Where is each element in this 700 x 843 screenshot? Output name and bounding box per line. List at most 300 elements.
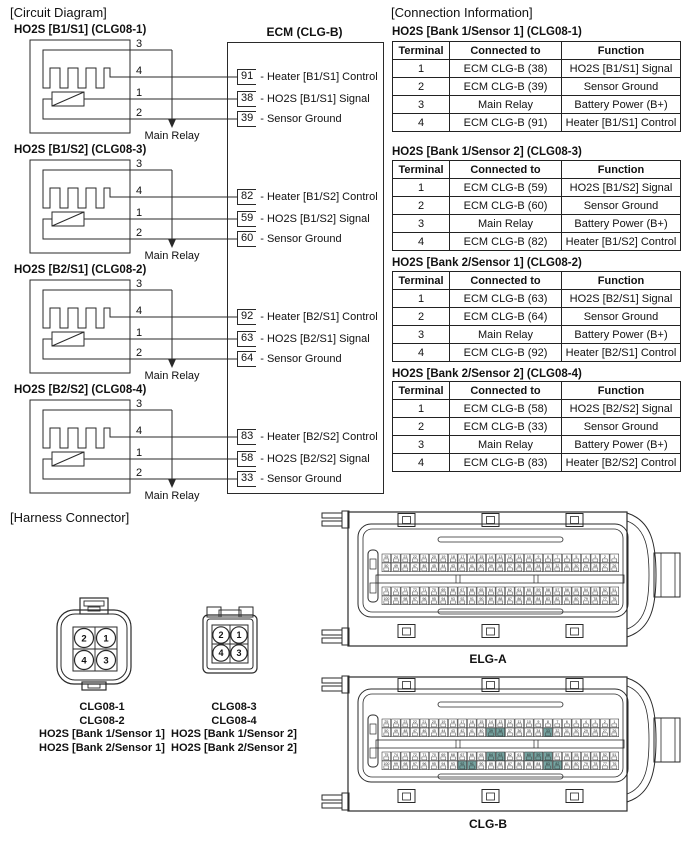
ecm-pin-cell-number: 57 bbox=[555, 588, 560, 592]
ecm-pin-label: - Sensor Ground bbox=[260, 352, 342, 365]
ecm-pin-cell-number: 5 bbox=[575, 555, 578, 559]
connector-pin-number: 4 bbox=[218, 648, 224, 659]
terminal-number-label: 2 bbox=[136, 467, 143, 479]
ecm-pin-cell-number: 6 bbox=[565, 555, 568, 559]
ecm-pin-number: 82 bbox=[237, 189, 256, 205]
connector-pin-number: 1 bbox=[103, 633, 109, 645]
ecm-pin-cell-number: 75 bbox=[384, 588, 389, 592]
ecm-pin-cell-number: 43 bbox=[450, 564, 455, 568]
harness-small-connector-2 bbox=[199, 602, 261, 680]
table-cell: ECM CLG-B (64) bbox=[450, 308, 562, 326]
table-head bbox=[393, 382, 681, 400]
table-header-cell: Terminal bbox=[393, 272, 450, 290]
ecm-pin-cell-number: 25 bbox=[384, 555, 389, 559]
ecm-wires bbox=[130, 77, 237, 119]
ecm-pin-cell-number: 47 bbox=[412, 564, 417, 568]
table-row bbox=[393, 179, 681, 197]
ecm-pin-cell-number: 15 bbox=[479, 555, 484, 559]
small-connector-1-outline bbox=[57, 598, 131, 690]
table-cell: 3 bbox=[393, 215, 450, 233]
ecm-pin-cell-number: 68 bbox=[450, 588, 455, 592]
ecm-pin-cell-number: 51 bbox=[612, 753, 617, 757]
table-cell: Battery Power (B+) bbox=[562, 326, 681, 344]
ecm-pin-cell-number: 63 bbox=[498, 753, 503, 757]
ecm-pin-cell-number: 23 bbox=[403, 720, 408, 724]
ecm-pin-entry bbox=[237, 350, 342, 367]
ecm-pin-cell-number: 17 bbox=[460, 555, 465, 559]
ecm-pin-cell-number: 90 bbox=[479, 762, 484, 766]
ecm-pin-cell-number: 60 bbox=[526, 753, 531, 757]
harness-connector-label-line: CLG08-1 bbox=[79, 701, 125, 713]
terminal-number-label: 3 bbox=[136, 398, 143, 410]
ecm-pin-entry bbox=[237, 110, 342, 127]
harness-connector-label-line: CLG08-3 bbox=[211, 701, 257, 713]
ecm-pin-cell-number: 88 bbox=[498, 597, 503, 601]
ecm-pin-cell-number: 78 bbox=[593, 597, 598, 601]
table-row bbox=[393, 233, 681, 251]
table-cell: Sensor Ground bbox=[562, 418, 681, 436]
ecm-pin-cell-number: 72 bbox=[412, 753, 417, 757]
table-cell: ECM CLG-B (91) bbox=[450, 114, 562, 132]
circuit-block bbox=[10, 24, 390, 146]
ecm-pin-cell-number: 28 bbox=[593, 564, 598, 568]
terminal-number-label: 3 bbox=[136, 158, 143, 170]
ecm-pin-cell-number: 87 bbox=[507, 597, 512, 601]
circuit-wires bbox=[30, 280, 237, 373]
circuit-block-title: HO2S [B2/S1] (CLG08-2) bbox=[14, 264, 147, 276]
ecm-pin-cell-number: 20 bbox=[431, 555, 436, 559]
ecm-pin-cell-number: 89 bbox=[488, 762, 493, 766]
ecm-pin-cell-number: 29 bbox=[583, 564, 588, 568]
small-connector-2-svg bbox=[199, 602, 261, 680]
table-head bbox=[393, 272, 681, 290]
ecm-pin-cell-number: 3 bbox=[594, 555, 597, 559]
ecm-pin-cell-number: 99 bbox=[393, 597, 398, 601]
ecm-pin-cell-number: 20 bbox=[431, 720, 436, 724]
ecm-pin-cell-number: 33 bbox=[545, 729, 550, 733]
ecm-pin-cell-number: 58 bbox=[545, 588, 550, 592]
table-header-cell: Function bbox=[562, 161, 681, 179]
ecm-pin-entry bbox=[237, 330, 370, 347]
connection-table-title: HO2S [Bank 2/Sensor 1] (CLG08-2) bbox=[392, 257, 582, 269]
ecm-pin-cell-number: 40 bbox=[479, 729, 484, 733]
ecm-pin-cell-number: 68 bbox=[450, 753, 455, 757]
terminal-number-label: 4 bbox=[136, 65, 143, 77]
ecm-pin-cell-number: 14 bbox=[488, 720, 493, 724]
ecm-pin-cell-number: 84 bbox=[536, 762, 541, 766]
table-cell: ECM CLG-B (83) bbox=[450, 454, 562, 472]
ecm-pin-cell-number: 10 bbox=[526, 555, 531, 559]
table-header-cell: Function bbox=[562, 382, 681, 400]
terminal-number-label: 1 bbox=[136, 447, 143, 459]
ecm-pin-cell-number: 99 bbox=[393, 762, 398, 766]
ecm-pin-cell-number: 7 bbox=[556, 555, 559, 559]
ecm-pin-cell-number: 78 bbox=[593, 762, 598, 766]
ecm-pin-cell-number: 3 bbox=[594, 720, 597, 724]
ecm-pin-cell-number: 85 bbox=[526, 762, 531, 766]
circuit-block-title: HO2S [B1/S2] (CLG08-3) bbox=[14, 144, 147, 156]
ecm-pin-cell-number: 11 bbox=[517, 555, 522, 559]
ecm-pin-cell-number: 43 bbox=[450, 729, 455, 733]
ecm-pin-cell-number: 57 bbox=[555, 753, 560, 757]
ecm-pin-cell-number: 51 bbox=[612, 588, 617, 592]
table-cell: ECM CLG-B (59) bbox=[450, 179, 562, 197]
ecm-pin-cell-number: 16 bbox=[469, 555, 474, 559]
circuit-block bbox=[10, 264, 390, 386]
ecm-pin-cell-number: 30 bbox=[574, 729, 579, 733]
ecm-pin-number: 91 bbox=[237, 69, 256, 85]
connector-pin-number: 3 bbox=[103, 655, 109, 667]
ecm-pin-cell-number: 66 bbox=[469, 753, 474, 757]
ecm-pin-cell-number: 69 bbox=[441, 588, 446, 592]
table-cell: 1 bbox=[393, 60, 450, 78]
ecm-pin-number: 64 bbox=[237, 351, 256, 367]
harness-connector-label-line: CLG08-4 bbox=[211, 714, 257, 727]
ecm-pin-cell-number: 67 bbox=[460, 753, 465, 757]
ecm-pin-cell-number: 47 bbox=[412, 729, 417, 733]
ecm-pin-cell-number: 95 bbox=[431, 762, 436, 766]
ecm-pin-cell-number: 90 bbox=[479, 597, 484, 601]
ecm-pin-cell-number: 87 bbox=[507, 762, 512, 766]
ecm-pin-cell-number: 16 bbox=[469, 720, 474, 724]
table-header-cell: Connected to bbox=[450, 42, 562, 60]
table-row bbox=[393, 96, 681, 114]
ecm-pin-entry bbox=[237, 450, 370, 467]
table-header-cell: Terminal bbox=[393, 161, 450, 179]
table-head bbox=[393, 42, 681, 60]
ecm-big-connector-elg-a bbox=[308, 503, 688, 666]
connector-pin-number: 2 bbox=[81, 633, 87, 645]
ecm-pin-cell-number: 10 bbox=[526, 720, 531, 724]
table-head bbox=[393, 161, 681, 179]
table-header-cell: Connected to bbox=[450, 382, 562, 400]
ecm-pin-cell-number: 74 bbox=[393, 588, 398, 592]
ecm-pin-label: - Sensor Ground bbox=[260, 472, 342, 485]
ecm-pin-cell-number: 77 bbox=[602, 597, 607, 601]
circuit-wires bbox=[30, 160, 237, 253]
ecm-pin-cell-number: 75 bbox=[384, 753, 389, 757]
ecm-pin-cell-number: 97 bbox=[412, 597, 417, 601]
ecm-pin-number: 83 bbox=[237, 429, 256, 445]
ecm-pin-cell-number: 74 bbox=[393, 753, 398, 757]
ecm-pin-cell-number: 26 bbox=[612, 564, 617, 568]
ecm-pin-cell-number: 42 bbox=[460, 729, 465, 733]
main-relay-label: Main Relay bbox=[144, 250, 200, 262]
ecm-pin-cell-number: 70 bbox=[431, 588, 436, 592]
table-cell: Sensor Ground bbox=[562, 78, 681, 96]
table-cell: Sensor Ground bbox=[562, 308, 681, 326]
ecm-pin-cell-number: 52 bbox=[602, 753, 607, 757]
ecm-big-connector-label: ELG-A bbox=[469, 652, 507, 666]
ecm-pin-cell-number: 80 bbox=[574, 597, 579, 601]
connection-table-title: HO2S [Bank 2/Sensor 2] (CLG08-4) bbox=[392, 368, 582, 380]
table-row bbox=[393, 418, 681, 436]
ecm-pin-cell-number: 82 bbox=[555, 762, 560, 766]
ecm-pin-cell-number: 62 bbox=[507, 753, 512, 757]
ecm-pin-cell-number: 76 bbox=[612, 762, 617, 766]
table-cell: 4 bbox=[393, 454, 450, 472]
ecm-pin-cell-number: 93 bbox=[450, 597, 455, 601]
table-row bbox=[393, 60, 681, 78]
table-cell: ECM CLG-B (39) bbox=[450, 78, 562, 96]
ecm-pin-cell-number: 45 bbox=[431, 729, 436, 733]
terminal-number-label: 3 bbox=[136, 38, 143, 50]
ecm-pin-cell-number: 61 bbox=[517, 753, 522, 757]
connection-table bbox=[392, 381, 681, 472]
table-header-cell: Connected to bbox=[450, 161, 562, 179]
ecm-pin-number: 38 bbox=[237, 91, 256, 107]
ecm-pin-cell-number: 7 bbox=[556, 720, 559, 724]
ecm-pin-cell-number: 50 bbox=[384, 729, 389, 733]
ecm-pin-cell-number: 24 bbox=[393, 555, 398, 559]
ecm-pin-cell-number: 33 bbox=[545, 564, 550, 568]
ecm-pin-cell-number: 71 bbox=[422, 588, 427, 592]
ecm-pin-cell-number: 73 bbox=[403, 588, 408, 592]
table-cell: ECM CLG-B (38) bbox=[450, 60, 562, 78]
table-cell: 2 bbox=[393, 308, 450, 326]
ecm-pin-cell-number: 96 bbox=[422, 597, 427, 601]
ecm-pin-cell-number: 19 bbox=[441, 555, 446, 559]
table-cell: Sensor Ground bbox=[562, 197, 681, 215]
ecm-pin-entry bbox=[237, 210, 370, 227]
ecm-pin-cell-number: 58 bbox=[545, 753, 550, 757]
ecm-pin-cell-number: 64 bbox=[488, 753, 493, 757]
ecm-pin-cell-number: 41 bbox=[469, 564, 474, 568]
heater-element-symbol bbox=[43, 170, 130, 208]
terminal-number-label: 4 bbox=[136, 185, 143, 197]
harness-connector-label-line: HO2S [Bank 2/Sensor 2] bbox=[171, 741, 297, 754]
connector-pin-number: 1 bbox=[236, 630, 242, 641]
terminal-number-label: 4 bbox=[136, 305, 143, 317]
ecm-pin-cell-number: 53 bbox=[593, 753, 598, 757]
ecm-pin-cell-number: 17 bbox=[460, 720, 465, 724]
table-header-row bbox=[393, 382, 681, 400]
main-relay-arrow bbox=[168, 479, 176, 488]
ecm-pin-cell-number: 56 bbox=[564, 588, 569, 592]
ecm-pin-label: - Sensor Ground bbox=[260, 232, 342, 245]
ecm-pin-cell-number: 92 bbox=[460, 597, 465, 601]
ecm-pin-cell-number: 53 bbox=[593, 588, 598, 592]
terminal-number-label: 2 bbox=[136, 347, 143, 359]
table-row bbox=[393, 344, 681, 362]
ecm-pin-cell-number: 88 bbox=[498, 762, 503, 766]
table-row bbox=[393, 436, 681, 454]
main-relay-label: Main Relay bbox=[144, 130, 200, 142]
circuit-block bbox=[10, 384, 390, 506]
ecm-pin-cell-number: 52 bbox=[602, 588, 607, 592]
table-cell: 2 bbox=[393, 78, 450, 96]
ecm-pin-cell-number: 80 bbox=[574, 762, 579, 766]
connector-pin-number: 2 bbox=[218, 630, 224, 641]
table-cell: Heater [B2/S1] Control bbox=[562, 344, 681, 362]
ecm-pin-cell-number: 22 bbox=[412, 720, 417, 724]
ecm-pin-label: - Sensor Ground bbox=[260, 112, 342, 125]
ecm-pin-cell-number: 36 bbox=[517, 564, 522, 568]
ecm-pin-cell-number: 69 bbox=[441, 753, 446, 757]
ecm-pin-number: 60 bbox=[237, 231, 256, 247]
connector-pin-number: 4 bbox=[81, 655, 87, 667]
ecm-connector-pin-grid bbox=[382, 719, 619, 770]
table-cell: ECM CLG-B (33) bbox=[450, 418, 562, 436]
ecm-pin-cell-number: 54 bbox=[583, 588, 588, 592]
harness-connector-section-title: [Harness Connector] bbox=[10, 510, 130, 525]
ecm-pin-cell-number: 72 bbox=[412, 588, 417, 592]
table-cell: ECM CLG-B (58) bbox=[450, 400, 562, 418]
terminal-number-label: 3 bbox=[136, 278, 143, 290]
ecm-pin-cell-number: 4 bbox=[584, 720, 587, 724]
ecm-pin-cell-number: 39 bbox=[488, 564, 493, 568]
ecm-pin-cell-number: 59 bbox=[536, 588, 541, 592]
ecm-pin-cell-number: 39 bbox=[488, 729, 493, 733]
table-header-cell: Terminal bbox=[393, 42, 450, 60]
ecm-pin-cell-number: 96 bbox=[422, 762, 427, 766]
ecm-pin-cell-number: 81 bbox=[564, 597, 569, 601]
connection-table-title: HO2S [Bank 1/Sensor 1] (CLG08-1) bbox=[392, 26, 582, 38]
harness-connector-label-line: HO2S [Bank 1/Sensor 1] bbox=[39, 728, 165, 740]
ecm-pin-cell-number: 76 bbox=[612, 597, 617, 601]
ecm-pin-cell-number: 19 bbox=[441, 720, 446, 724]
circuit-block-title: HO2S [B1/S1] (CLG08-1) bbox=[14, 24, 147, 36]
ecm-pin-cell-number: 30 bbox=[574, 564, 579, 568]
small-connector-2-outline bbox=[203, 607, 257, 673]
ecm-pin-cell-number: 61 bbox=[517, 588, 522, 592]
ecm-big-connector-clg-b bbox=[308, 668, 688, 831]
table-cell: ECM CLG-B (82) bbox=[450, 233, 562, 251]
ecm-pin-cell-number: 25 bbox=[384, 720, 389, 724]
ecm-pin-cell-number: 83 bbox=[545, 597, 550, 601]
ecm-pin-cell-number: 26 bbox=[612, 729, 617, 733]
ecm-connector-drawing-svg bbox=[308, 503, 688, 648]
terminal-number-label: 1 bbox=[136, 207, 143, 219]
ecm-pin-cell-number: 4 bbox=[584, 555, 587, 559]
ecm-pin-cell-number: 94 bbox=[441, 597, 446, 601]
ecm-pin-cell-number: 27 bbox=[602, 564, 607, 568]
ecm-pin-cell-number: 82 bbox=[555, 597, 560, 601]
ecm-pin-cell-number: 91 bbox=[469, 597, 474, 601]
ecm-pin-number: 63 bbox=[237, 331, 256, 347]
ecm-pin-cell-number: 45 bbox=[431, 564, 436, 568]
table-body bbox=[393, 400, 681, 472]
ecm-pin-cell-number: 15 bbox=[479, 720, 484, 724]
table-cell: HO2S [B2/S1] Signal bbox=[562, 290, 681, 308]
ecm-pin-cell-number: 9 bbox=[537, 720, 540, 724]
ecm-pin-cell-number: 95 bbox=[431, 597, 436, 601]
ecm-pin-cell-number: 49 bbox=[393, 729, 398, 733]
ecm-pin-cell-number: 79 bbox=[583, 762, 588, 766]
ecm-pin-cell-number: 9 bbox=[537, 555, 540, 559]
ecm-pin-cell-number: 8 bbox=[546, 720, 549, 724]
ecm-pin-cell-number: 83 bbox=[545, 762, 550, 766]
ecm-pin-number: 58 bbox=[237, 451, 256, 467]
ecm-pin-cell-number: 59 bbox=[536, 753, 541, 757]
ecm-pin-cell-number: 37 bbox=[507, 564, 512, 568]
table-header-cell: Terminal bbox=[393, 382, 450, 400]
ecm-pin-cell-number: 60 bbox=[526, 588, 531, 592]
ecm-pin-cell-number: 48 bbox=[403, 564, 408, 568]
ecm-pin-cell-number: 32 bbox=[555, 564, 560, 568]
table-cell: Battery Power (B+) bbox=[562, 436, 681, 454]
ecm-pin-cell-number: 27 bbox=[602, 729, 607, 733]
ecm-pin-cell-number: 12 bbox=[507, 555, 512, 559]
ecm-pin-cell-number: 44 bbox=[441, 729, 446, 733]
table-cell: Main Relay bbox=[450, 326, 562, 344]
ecm-pin-cell-number: 38 bbox=[498, 564, 503, 568]
ecm-pin-cell-number: 35 bbox=[526, 729, 531, 733]
table-body bbox=[393, 290, 681, 362]
ecm-pin-cell-number: 81 bbox=[564, 762, 569, 766]
table-cell: 1 bbox=[393, 290, 450, 308]
ecm-pin-label: - HO2S [B2/S1] Signal bbox=[260, 332, 370, 345]
ecm-pin-cell-number: 93 bbox=[450, 762, 455, 766]
ecm-pin-cell-number: 55 bbox=[574, 753, 579, 757]
table-row bbox=[393, 290, 681, 308]
ecm-pin-cell-number: 85 bbox=[526, 597, 531, 601]
ecm-pin-cell-number: 28 bbox=[593, 729, 598, 733]
main-relay-arrow bbox=[168, 119, 176, 128]
ecm-pin-entry bbox=[237, 308, 378, 325]
harness-connector-label-line: HO2S [Bank 1/Sensor 2] bbox=[171, 728, 297, 740]
table-cell: Battery Power (B+) bbox=[562, 215, 681, 233]
table-cell: 4 bbox=[393, 344, 450, 362]
heater-element-symbol bbox=[43, 410, 130, 448]
table-cell: ECM CLG-B (63) bbox=[450, 290, 562, 308]
ecm-connector-housing bbox=[322, 511, 680, 646]
ecm-pin-entry bbox=[237, 230, 342, 247]
ecm-pin-label: - Heater [B2/S2] Control bbox=[260, 430, 378, 443]
table-cell: 3 bbox=[393, 326, 450, 344]
table-header-row bbox=[393, 42, 681, 60]
terminal-number-label: 2 bbox=[136, 227, 143, 239]
ecm-pin-cell-number: 5 bbox=[575, 720, 578, 724]
ecm-pin-number: 92 bbox=[237, 309, 256, 325]
ecm-connector-housing bbox=[322, 676, 680, 811]
ecm-pin-cell-number: 100 bbox=[383, 762, 390, 766]
terminal-number-label: 1 bbox=[136, 87, 143, 99]
connection-table bbox=[392, 41, 681, 132]
ecm-pin-cell-number: 86 bbox=[517, 762, 522, 766]
ecm-pin-cell-number: 37 bbox=[507, 729, 512, 733]
table-row bbox=[393, 454, 681, 472]
ecm-pin-cell-number: 14 bbox=[488, 555, 493, 559]
ecm-pin-cell-number: 84 bbox=[536, 597, 541, 601]
harness-small-connector-1 bbox=[52, 594, 136, 694]
ecm-pin-cell-number: 89 bbox=[488, 597, 493, 601]
ecm-pin-cell-number: 79 bbox=[583, 597, 588, 601]
ecm-pin-cell-number: 22 bbox=[412, 555, 417, 559]
ecm-pin-cell-number: 91 bbox=[469, 762, 474, 766]
connection-information-section-title: [Connection Information] bbox=[391, 5, 533, 20]
ecm-pin-cell-number: 38 bbox=[498, 729, 503, 733]
ecm-pin-cell-number: 21 bbox=[422, 720, 427, 724]
table-row bbox=[393, 114, 681, 132]
ecm-pin-cell-number: 36 bbox=[517, 729, 522, 733]
ecm-pin-cell-number: 67 bbox=[460, 588, 465, 592]
ecm-big-connector-label: CLG-B bbox=[469, 817, 507, 831]
ecm-pin-label: - Heater [B1/S2] Control bbox=[260, 190, 378, 203]
ecm-pin-cell-number: 31 bbox=[564, 564, 569, 568]
ecm-pin-cell-number: 29 bbox=[583, 729, 588, 733]
ecm-pin-cell-number: 62 bbox=[507, 588, 512, 592]
ecm-pin-cell-number: 63 bbox=[498, 588, 503, 592]
table-cell: Heater [B1/S2] Control bbox=[562, 233, 681, 251]
main-relay-arrow bbox=[168, 239, 176, 248]
ecm-pin-cell-number: 35 bbox=[526, 564, 531, 568]
connection-table bbox=[392, 160, 681, 251]
ecm-pin-cell-number: 2 bbox=[603, 720, 606, 724]
connection-table-title: HO2S [Bank 1/Sensor 2] (CLG08-3) bbox=[392, 146, 582, 158]
table-cell: Main Relay bbox=[450, 215, 562, 233]
ecm-pin-cell-number: 18 bbox=[450, 720, 455, 724]
